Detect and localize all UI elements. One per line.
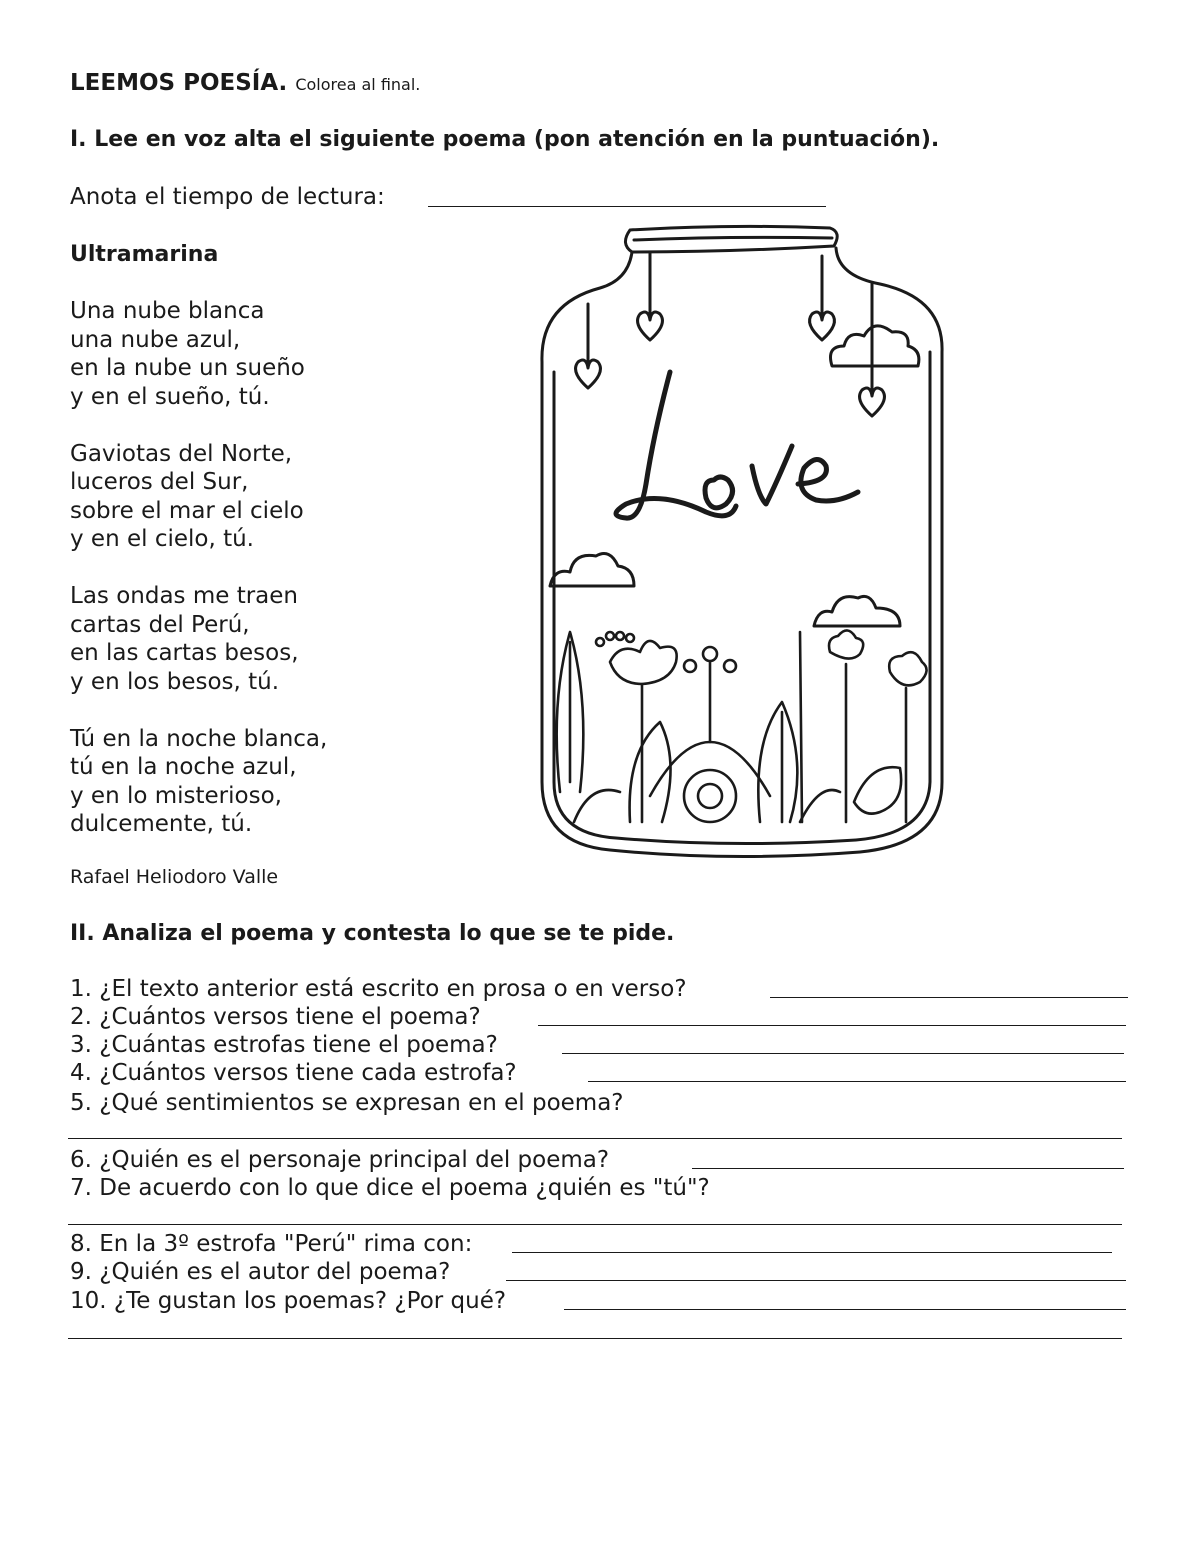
poem-stanza-3 [70,582,327,696]
flower-garden-icon [557,630,927,822]
question-6: 6. ¿Quién es el personaje principal del poema? [70,1147,610,1173]
section-2-heading: II. Analiza el poema y contesta lo que se te pide. [70,921,675,946]
poem-stanza-4 [70,725,327,839]
answer-line-3[interactable] [562,1053,1124,1054]
answer-line-1[interactable] [770,997,1128,998]
title-text: LEEMOS POESÍA. [70,70,288,96]
heart-icon [638,312,663,340]
poem-verse: sobre el mar el cielo [70,497,304,524]
poem-verse: Gaviotas del Norte, [70,440,293,467]
poem-verse: y en los besos, tú. [70,668,280,695]
poem-verse: y en el cielo, tú. [70,526,254,552]
poem-verse: cartas del Perú, [70,611,250,638]
poem-verse: y en el sueño, tú. [70,383,270,410]
question-1: 1. ¿El texto anterior está escrito en prosa o en verso? [70,976,687,1002]
poem-title: Ultramarina [70,242,219,267]
answer-line-10[interactable] [564,1309,1126,1310]
question-9: 9. ¿Quién es el autor del poema? [70,1259,451,1285]
poem-verse: tú en la noche azul, [70,754,297,780]
poem-verse: en las cartas besos, [70,640,299,666]
cloud-icon [831,326,919,366]
poem-verse: dulcemente, tú. [70,811,253,837]
cloud-icon [814,596,900,626]
title-subtitle: Colorea al final. [295,75,421,94]
reading-time-answer-line[interactable] [428,206,826,207]
answer-line-10b[interactable] [68,1338,1122,1339]
page-title [70,70,420,96]
reading-time-label: Anota el tiempo de lectura: [70,184,385,210]
heart-icon [576,360,601,388]
answer-line-5[interactable] [68,1138,1122,1139]
question-7: 7. De acuerdo con lo que dice el poema ¿quién es "tú"? [70,1175,710,1201]
jar-illustration-icon [530,222,950,862]
poem-verse: luceros del Sur, [70,469,249,495]
poem-author: Rafael Heliodoro Valle [70,866,279,888]
cloud-icon [550,554,634,586]
poem-body [70,297,327,867]
answer-line-8[interactable] [512,1252,1112,1253]
question-10: 10. ¿Te gustan los poemas? ¿Por qué? [70,1288,507,1314]
heart-icon [860,388,885,416]
question-3: 3. ¿Cuántas estrofas tiene el poema? [70,1032,498,1058]
poem-stanza-2 [70,440,327,554]
poem-verse: Las ondas me traen [70,583,299,609]
question-4: 4. ¿Cuántos versos tiene cada estrofa? [70,1060,517,1086]
question-2: 2. ¿Cuántos versos tiene el poema? [70,1004,481,1030]
love-script [616,372,736,518]
poem-stanza-1 [70,297,327,411]
answer-line-6[interactable] [692,1168,1124,1169]
poem-verse: y en lo misterioso, [70,782,282,809]
poem-verse: en la nube un sueño [70,355,305,381]
poem-verse: Una nube blanca [70,298,265,324]
question-8: 8. En la 3º estrofa "Perú" rima con: [70,1231,473,1257]
heart-icon [810,312,835,340]
section-1-heading: I. Lee en voz alta el siguiente poema (pon atención en la puntuación). [70,127,940,152]
answer-line-9[interactable] [506,1280,1126,1281]
question-5: 5. ¿Qué sentimientos se expresan en el poema? [70,1090,624,1116]
poem-verse: Tú en la noche blanca, [70,725,328,752]
answer-line-4[interactable] [588,1081,1126,1082]
answer-line-2[interactable] [538,1025,1126,1026]
answer-line-7[interactable] [68,1224,1122,1225]
poem-verse: una nube azul, [70,326,241,353]
